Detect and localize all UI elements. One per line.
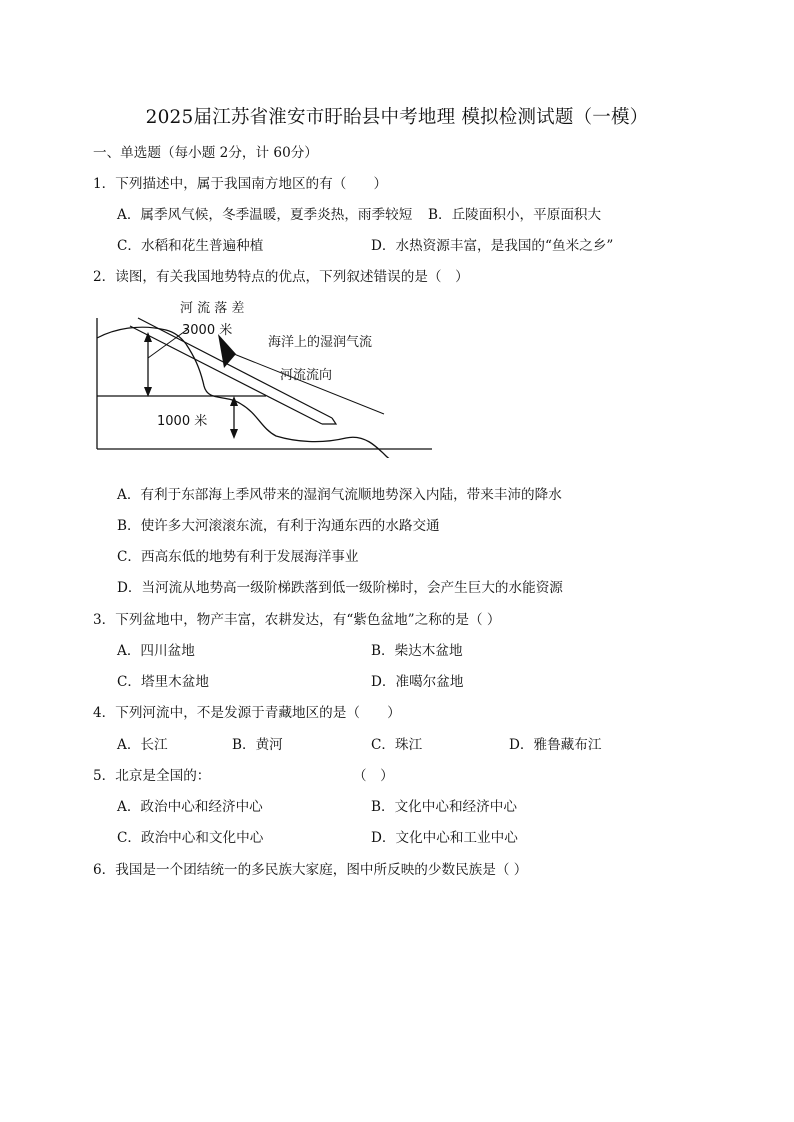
question-2-option-b[interactable]: B．使许多大河滚滚东流，有利于沟通东西的水路交通 (117, 518, 440, 534)
drop-title-label: 河 流 落 差 (180, 301, 245, 316)
river-flow-label: 河流流向 (280, 368, 333, 383)
question-6-stem: 6．我国是一个团结统一的多民族大家庭，图中所反映的少数民族是（ ） (93, 862, 528, 878)
question-2-option-d[interactable]: D．当河流从地势高一级阶梯跌落到低一级阶梯时，会产生巨大的水能资源 (117, 580, 563, 596)
question-3-stem: 3．下列盆地中，物产丰富，农耕发达，有“紫色盆地”之称的是（ ） (93, 612, 501, 628)
question-5-option-b[interactable]: B．文化中心和经济中心 (371, 799, 517, 815)
terrain-diagram-svg (96, 296, 436, 458)
question-5-option-d[interactable]: D．文化中心和工业中心 (371, 830, 518, 846)
question-3-option-d[interactable]: D．准噶尔盆地 (371, 674, 464, 690)
question-4-stem: 4．下列河流中，不是发源于青藏地区的是（ ） (93, 705, 401, 721)
drop-1000-arrowhead-bottom (230, 429, 238, 439)
question-2-option-a[interactable]: A．有利于东部海上季风带来的湿润气流顺地势深入内陆，带来丰沛的降水 (117, 487, 562, 503)
moist-airflow-arrowhead (218, 334, 236, 368)
question-5-stem: 5．北京是全国的： (93, 768, 211, 784)
section-heading: 一、单选题（每小题 2分，计 60分） (93, 145, 318, 161)
page-title: 2025届江苏省淮安市盱眙县中考地理 模拟检测试题（一模） (145, 107, 649, 128)
question-5-answer-paren: （ ） (353, 768, 394, 784)
question-1-option-b[interactable]: B．丘陵面积小，平原面积大 (428, 207, 602, 223)
moist-airflow-shaft (234, 354, 384, 414)
river-flow-arrowhead (322, 418, 336, 424)
question-1-option-a[interactable]: A．属季风气候，冬季温暖，夏季炎热，雨季较短 (117, 207, 413, 223)
question-3-option-c[interactable]: C．塔里木盆地 (117, 674, 209, 690)
question-1-option-d[interactable]: D．水热资源丰富，是我国的“鱼米之乡” (371, 238, 614, 254)
question-4-option-c[interactable]: C．珠江 (371, 737, 423, 753)
label-1000m: 1000 米 (157, 414, 208, 429)
moist-airflow-label: 海洋上的湿润气流 (268, 335, 373, 350)
terrain-diagram (96, 296, 436, 458)
question-4-option-b[interactable]: B．黄河 (232, 737, 283, 753)
question-5-option-a[interactable]: A．政治中心和经济中心 (117, 799, 263, 815)
question-2-stem: 2．读图，有关我国地势特点的优点，下列叙述错误的是（ ） (93, 269, 469, 285)
question-4-option-a[interactable]: A．长江 (117, 737, 168, 753)
question-3-option-b[interactable]: B．柴达木盆地 (371, 643, 463, 659)
question-4-option-d[interactable]: D．雅鲁藏布江 (509, 737, 602, 753)
drop-1000-arrowhead-top (230, 396, 238, 406)
question-3-option-a[interactable]: A．四川盆地 (117, 643, 195, 659)
question-1-stem: 1．下列描述中，属于我国南方地区的有（ ） (93, 176, 388, 192)
label-3000m: 3000 米 (182, 323, 233, 338)
question-1-option-c[interactable]: C．水稻和花生普遍种植 (117, 238, 264, 254)
question-2-option-c[interactable]: C．西高东低的地势有利于发展海洋事业 (117, 549, 359, 565)
question-5-option-c[interactable]: C．政治中心和文化中心 (117, 830, 264, 846)
